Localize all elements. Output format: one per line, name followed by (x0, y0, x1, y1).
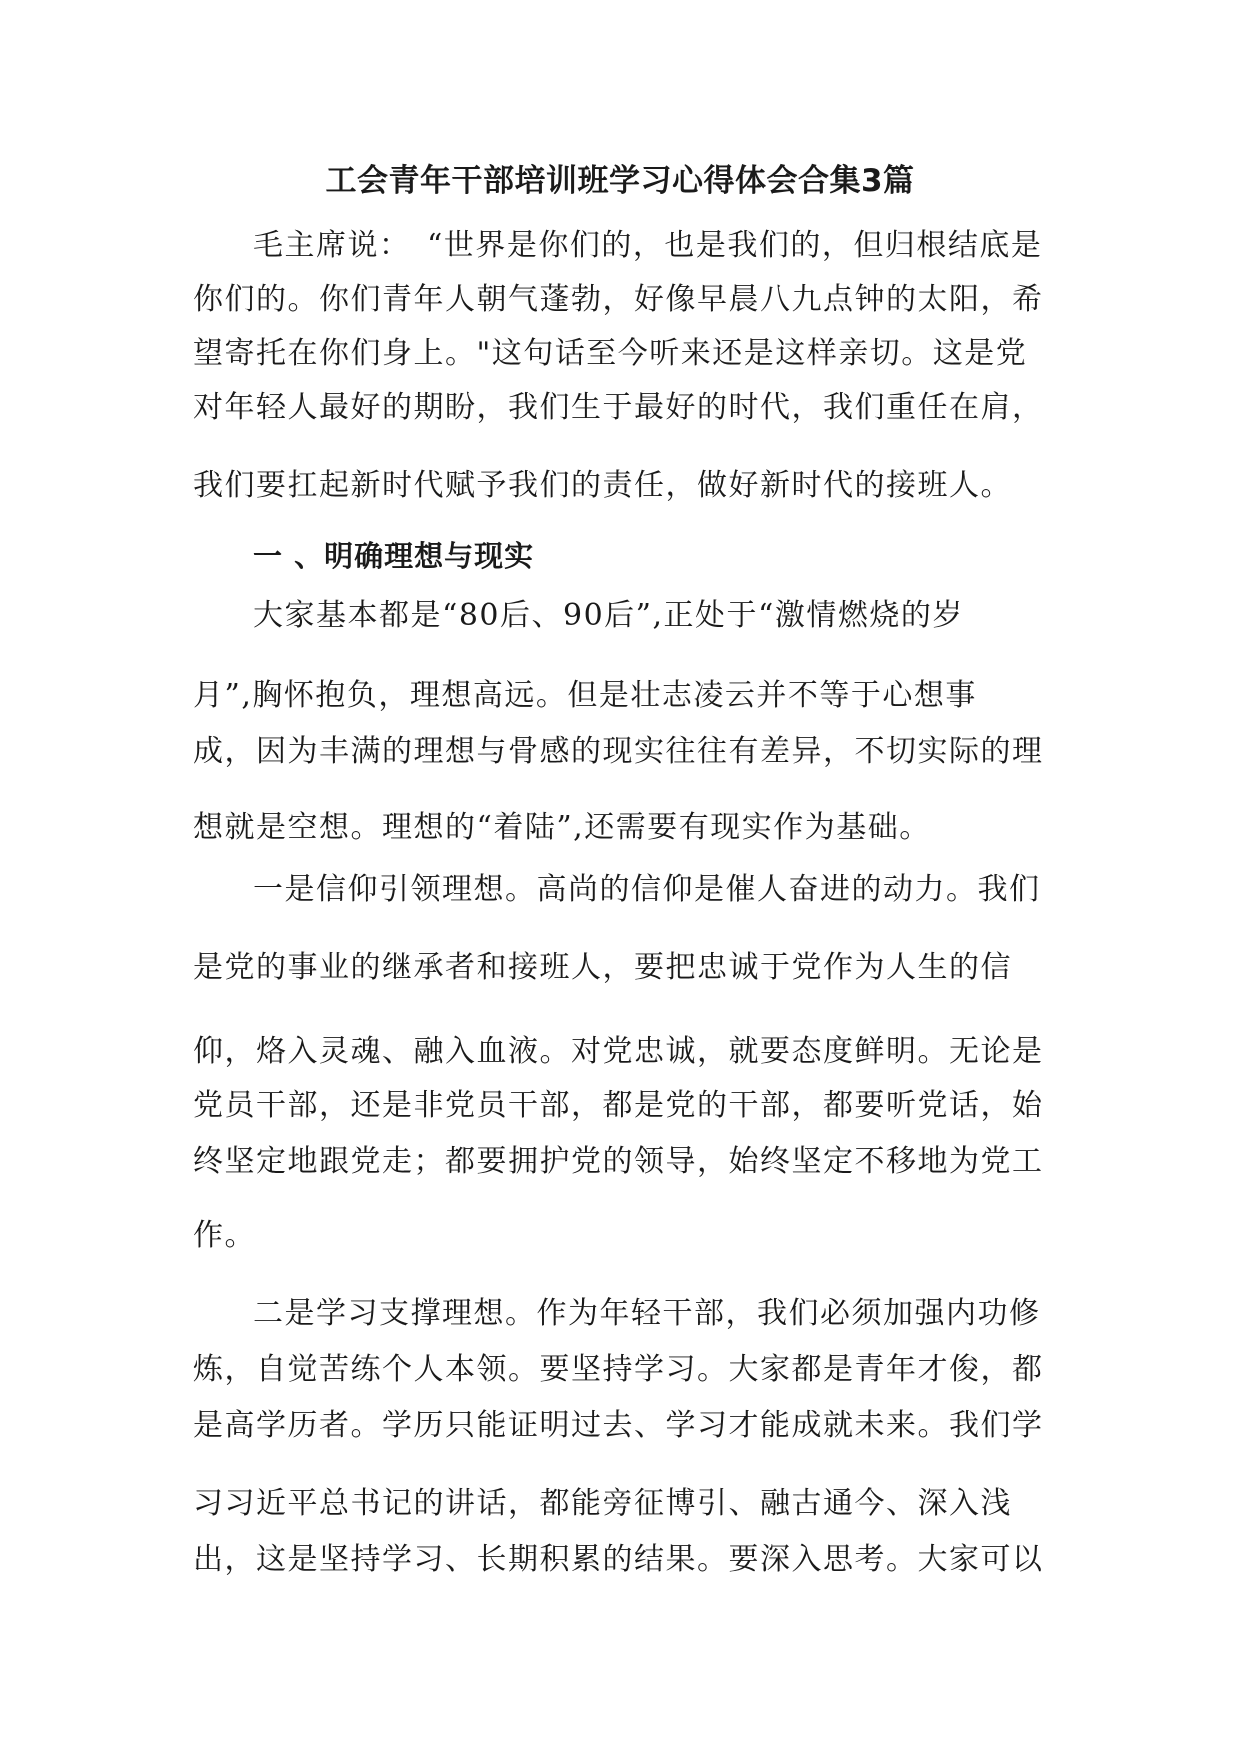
text-line: 仰，烙入灵魂、融入血液。对党忠诚，就要态度鲜明。无论是 (193, 1034, 1044, 1069)
document-title: 工会青年干部培训班学习心得体会合集3篇 (325, 163, 915, 199)
text-line: 党员干部，还是非党员干部，都是党的干部，都要听党话，始 (193, 1088, 1044, 1123)
text-line: 对年轻人最好的期盼，我们生于最好的时代，我们重任在肩， (193, 390, 1044, 425)
text-line: 想就是空想。理想的“着陆”,还需要有现实作为基础。 (193, 810, 931, 845)
text-line: 作。 (193, 1218, 256, 1253)
text-line: 大家基本都是“80后、90后”,正处于“激情燃烧的岁 (253, 598, 964, 633)
text-line: 二是学习支撑理想。作为年轻干部，我们必须加强内功修 (253, 1296, 1041, 1331)
text-line: 我们要扛起新时代赋予我们的责任，做好新时代的接班人。 (193, 468, 1012, 503)
text-line: 一是信仰引领理想。高尚的信仰是催人奋进的动力。我们 (253, 872, 1041, 907)
section-heading: 一 、明确理想与现实 (253, 539, 535, 573)
text-line: 出，这是坚持学习、长期积累的结果。要深入思考。大家可以 (193, 1542, 1044, 1577)
text-line: 是高学历者。学历只能证明过去、学习才能成就未来。我们学 (193, 1408, 1044, 1443)
text-line: 月”,胸怀抱负，理想高远。但是壮志凌云并不等于心想事 (193, 678, 977, 713)
text-line: 终坚定地跟党走；都要拥护党的领导，始终坚定不移地为党工 (193, 1144, 1044, 1179)
text-line: 习习近平总书记的讲话，都能旁征博引、融古通今、深入浅 (193, 1486, 1012, 1521)
text-line: 炼，自觉苦练个人本领。要坚持学习。大家都是青年才俊，都 (193, 1352, 1044, 1387)
text-line: 毛主席说： “世界是你们的，也是我们的，但归根结底是 (253, 228, 1043, 263)
text-line: 是党的事业的继承者和接班人，要把忠诚于党作为人生的信 (193, 950, 1012, 985)
text-line: 你们的。你们青年人朝气蓬勃，好像早晨八九点钟的太阳，希 (193, 282, 1044, 317)
text-line: 成，因为丰满的理想与骨感的现实往往有差异，不切实际的理 (193, 734, 1044, 769)
text-line: 望寄托在你们身上。"这句话至今听来还是这样亲切。这是党 (193, 336, 1028, 371)
